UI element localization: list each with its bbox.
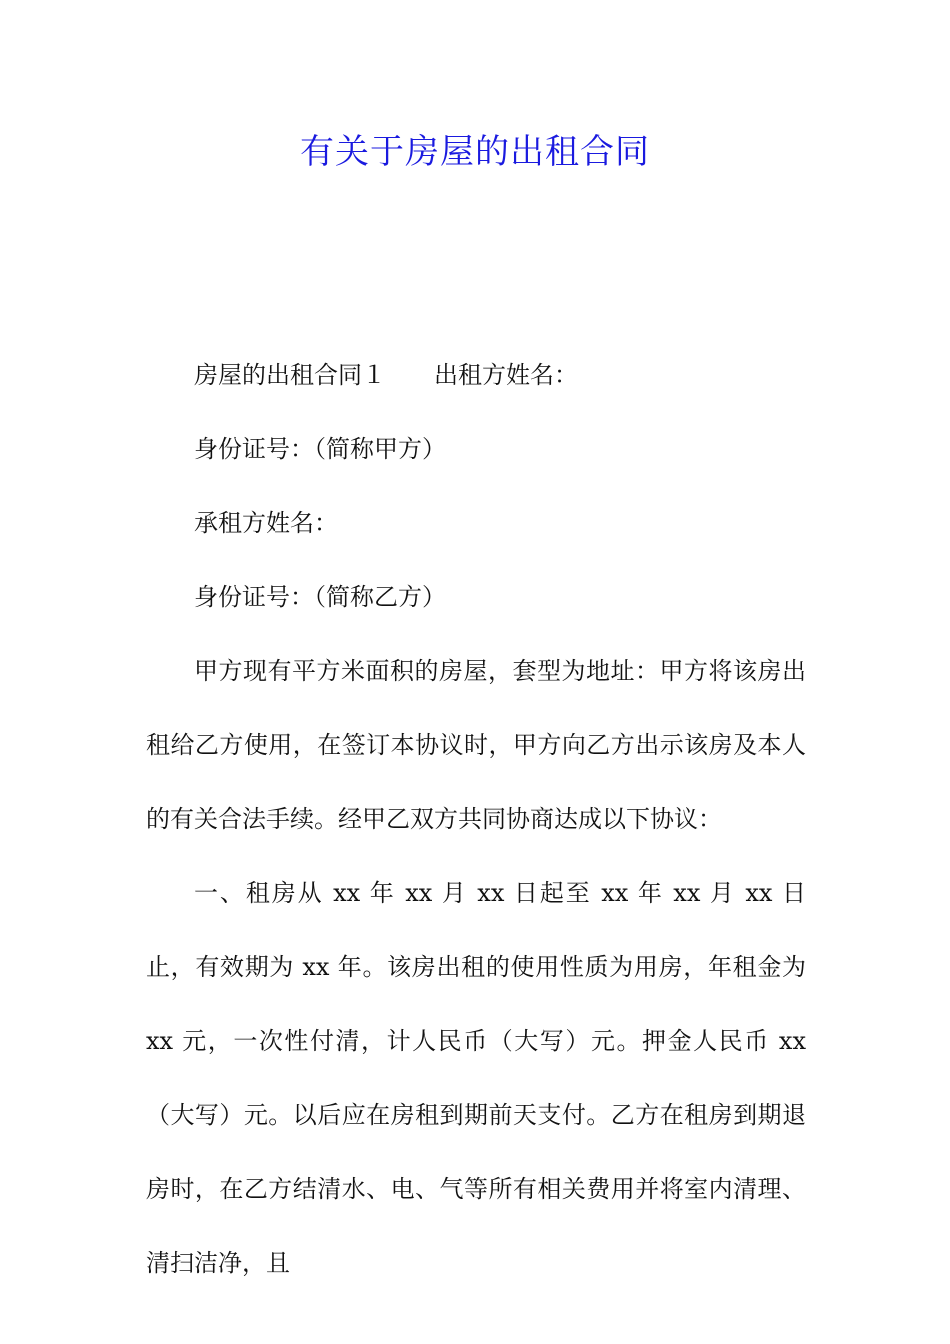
paragraph-property-description: 甲方现有平方米面积的房屋，套型为地址：甲方将该房出租给乙方使用，在签订本协议时，甲方向乙方出示该房及本人的有关合法手续。经甲乙双方共同协商达成以下协议：	[146, 657, 806, 833]
paragraph-lessee-id: 身份证号：（简称乙方）	[194, 583, 446, 611]
document-title: 有关于房屋的出租合同	[300, 132, 650, 172]
paragraph-clause-one: 一、租房从 xx 年 xx 月 xx 日起至 xx 年 xx 月 xx 日止，有效期为 xx 年。该房出租的使用性质为用房，年租金为 xx 元，一次性付清，计人民币（大写）元。押金人民币 xx（大写）元。以后应在房租到期前天支付。乙方在租房到期退房时，在乙方结清水、电、气等所有相关费用并将室内清理、清扫洁净，且	[146, 879, 814, 1277]
paragraph-lessee-name: 承租方姓名：	[194, 509, 338, 537]
paragraph-contract-heading: 房屋的出租合同１ 出租方姓名：	[194, 361, 578, 389]
paragraph-lessor-id: 身份证号：（简称甲方）	[194, 435, 446, 463]
document-body	[146, 338, 814, 1300]
